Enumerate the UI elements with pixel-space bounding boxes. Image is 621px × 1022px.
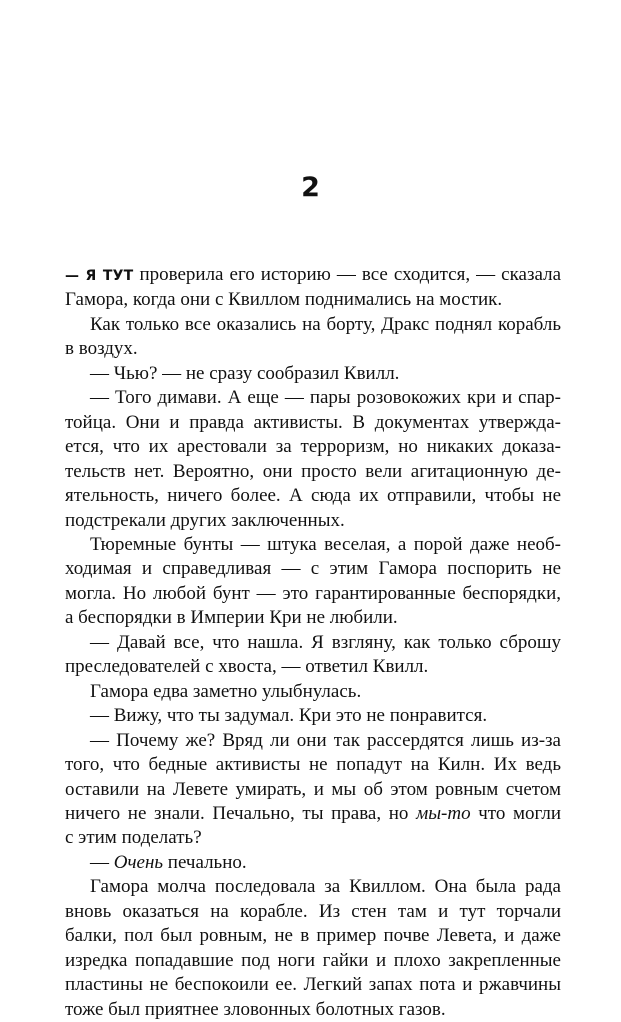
text-line	[65, 875, 561, 899]
text-line	[65, 509, 561, 533]
line-text: Как только все оказались на борту, Дракс поднял корабль	[90, 313, 561, 335]
text-line	[65, 631, 561, 655]
line-text: проверила его историю — все сходится, — сказала	[133, 264, 561, 285]
line-text: оставили на Левете умирать, и мы об этом ровным счетом	[65, 778, 561, 800]
line-text: — Чью? — не сразу сообразил Квилл.	[90, 362, 400, 384]
text-line	[65, 313, 561, 337]
text-line	[65, 680, 561, 704]
italic-emphasis: Очень	[113, 851, 164, 873]
chapter-number: 2	[301, 172, 320, 203]
text-line	[65, 998, 561, 1022]
line-text: — Почему же? Вряд ли они так рассердятся лишь из-за	[90, 729, 561, 751]
line-text: в воздух.	[65, 338, 138, 360]
text-line	[65, 606, 561, 630]
line-text: тойца. Они и правда активисты. В документах утвержда-	[65, 411, 561, 433]
text-line	[65, 386, 561, 410]
text-line	[65, 582, 561, 606]
line-text: преследователей с хвоста, — ответил Квилл.	[65, 656, 429, 678]
line-text: ходимая и справедливая — с этим Гамора поспорить не	[65, 558, 561, 580]
line-text: — Того димави. А еще — пары розовокожих кри и спар-	[90, 387, 561, 409]
text-line	[65, 655, 561, 679]
text-line	[65, 729, 561, 753]
line-text: с этим поделать?	[65, 827, 202, 849]
line-text: —	[90, 851, 114, 873]
text-line	[65, 533, 561, 557]
text-line	[65, 826, 561, 850]
text-line	[65, 778, 561, 802]
line-text: Гамора молча последовала за Квиллом. Она была рада	[90, 876, 561, 898]
line-text: — Давай все, что нашла. Я взгляну, как только сброшу	[90, 631, 561, 653]
line-text: ничего не знали. Печально, ты права, но	[65, 802, 417, 824]
text-line	[65, 753, 561, 777]
line-text: того, что бедные активисты не попадут на Килн. Их ведь	[65, 754, 561, 776]
text-line	[65, 484, 561, 508]
text-line	[65, 337, 561, 361]
text-line	[65, 362, 561, 386]
line-text: балки, пол был ровным, не в пример почве Левета, и даже	[65, 925, 561, 947]
line-text-continued: что могли	[470, 802, 562, 824]
chapter-text	[65, 263, 561, 1022]
line-text: тельств нет. Вероятно, они просто вели агитационную де-	[65, 460, 561, 482]
line-text: Гамора, когда они с Квиллом поднимались на мостик.	[65, 289, 503, 311]
text-line	[65, 949, 561, 973]
text-line	[65, 263, 561, 288]
text-line	[65, 802, 561, 826]
text-line	[65, 704, 561, 728]
text-line	[65, 851, 561, 875]
line-text: ется, что их арестовали за терроризм, но никаких доказа-	[65, 436, 561, 458]
chapter-lead-in: — Я ТУТ	[65, 268, 134, 284]
line-text: — Вижу, что ты задумал. Кри это не понравится.	[90, 705, 488, 727]
line-text: пластины не беспокоили ее. Легкий запах пота и ржавчины	[65, 974, 561, 996]
text-line	[65, 435, 561, 459]
text-line	[65, 288, 561, 312]
line-text: а беспорядки в Империи Кри не любили.	[65, 607, 398, 629]
line-text: вновь оказаться на корабле. Из стен там и тут торчали	[65, 900, 561, 922]
line-text: Гамора едва заметно улыбнулась.	[90, 680, 362, 702]
text-line	[65, 557, 561, 581]
line-text: изредка попадавшие под ноги гайки и плохо закрепленные	[65, 949, 561, 971]
text-line	[65, 973, 561, 997]
text-line	[65, 900, 561, 924]
text-line	[65, 924, 561, 948]
line-text: ятельность, ничего более. А сюда их отправили, чтобы не	[65, 485, 561, 507]
line-text: подстрекали других заключенных.	[65, 509, 345, 531]
line-text: могла. Но любой бунт — это гарантированные беспорядки,	[65, 582, 561, 604]
italic-emphasis: мы-то	[416, 802, 471, 824]
line-text: Тюремные бунты — штука веселая, а порой даже необ-	[90, 533, 561, 555]
text-line	[65, 411, 561, 435]
line-text: тоже был приятнее зловонных болотных газов.	[65, 998, 446, 1020]
line-text-continued: печально.	[163, 851, 247, 873]
text-line	[65, 460, 561, 484]
